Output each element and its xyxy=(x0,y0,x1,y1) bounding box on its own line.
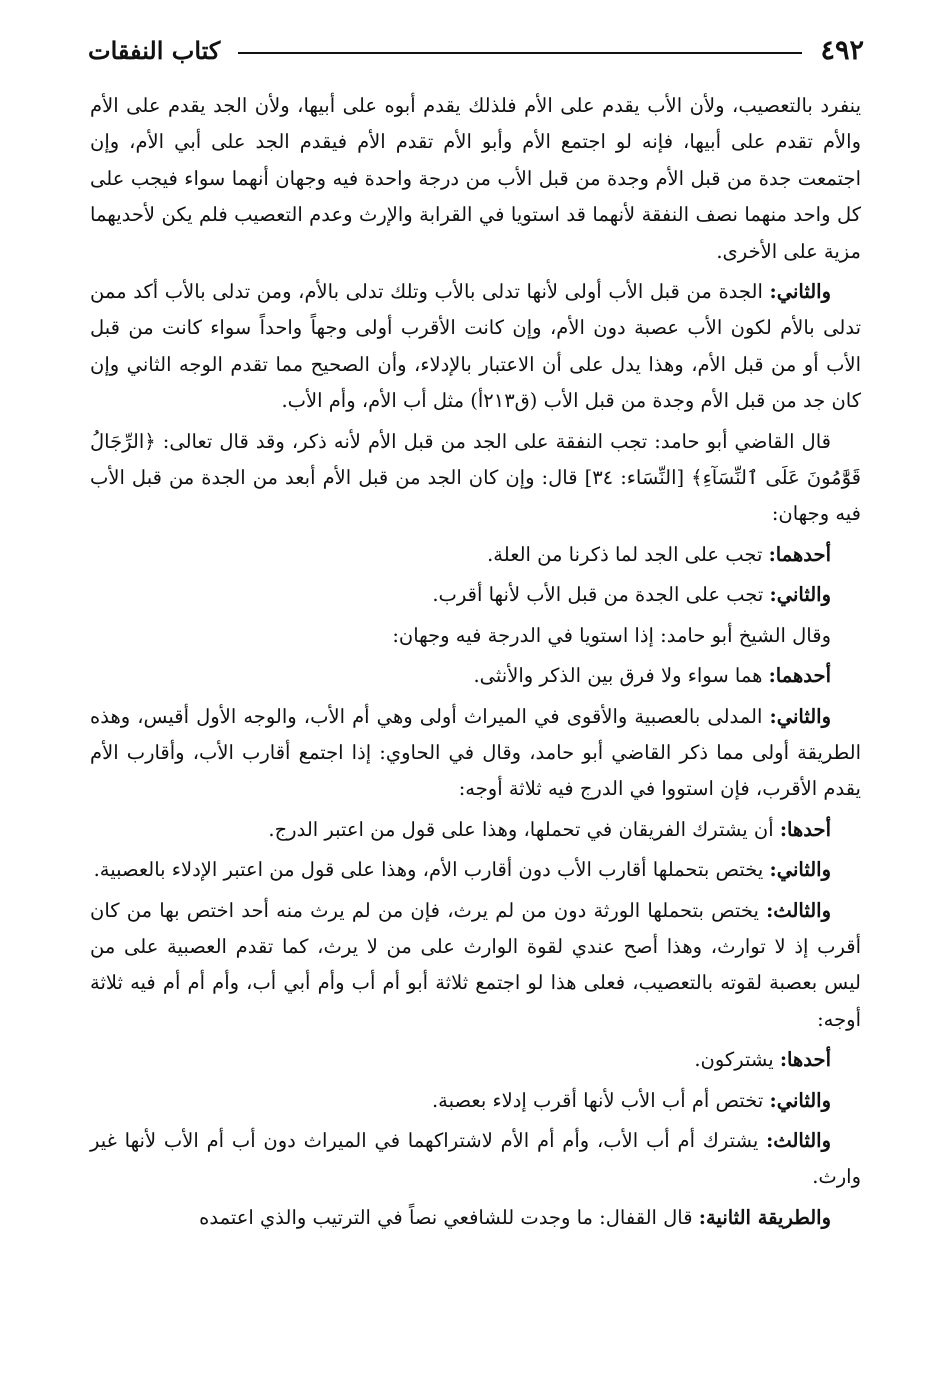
paragraph-text: يختص بتحملها أقارب الأب دون أقارب الأم، وهذا على قول من اعتبر الإدلاء بالعصبية. xyxy=(93,858,770,882)
paragraph-text: قال القاضي أبو حامد: تجب النفقة على الجد من قبل الأم لأنه ذكر، وقد قال تعالى: ﴿الرِّجَالُ قَوَّٰمُونَ عَلَى ٱلنِّسَآءِ﴾ [النِّسَاء: ٣٤] قال: وإن كان الجد من قبل الأم أبعد من الجدة من قبل الأب فيه وجهان: xyxy=(90,429,861,526)
paragraph xyxy=(90,1042,861,1078)
paragraph-term: والثالث: xyxy=(766,1128,831,1152)
paragraph-text: يشتركون. xyxy=(694,1048,780,1072)
paragraph xyxy=(90,618,861,654)
paragraph-text: يختص بتحملها الورثة دون من لم يرث، فإن من لم يرث منه أحد اختص بها من كان أقرب إذ لا توارث، وهذا أصح عندي لقوة الوارث على من لا يرث، كما تقدم العصبية على من ليس بعصبة لقوته بالتعصيب، فعلى هذا لو اجتمع ثلاثة أبو أم أب وأم أبي أب، وأم أم أم فيه ثلاثة أوجه: xyxy=(90,898,861,1031)
paragraph-text: وقال الشيخ أبو حامد: إذا استويا في الدرجة فيه وجهان: xyxy=(392,623,831,647)
paragraph-text: تجب على الجدة من قبل الأب لأنها أقرب. xyxy=(432,583,770,607)
paragraph xyxy=(90,852,861,888)
paragraph xyxy=(90,1200,861,1236)
paragraph-text: يشترك أم أب الأب، وأم أم الأم لاشتراكهما في الميراث دون أب أم الأب لأنها غير وارث. xyxy=(90,1128,861,1189)
paragraph-text: الجدة من قبل الأب أولى لأنها تدلى بالأب وتلك تدلى بالأم، ومن تدلى بالأب أكد ممن تدلى بالأم لكون الأب عصبة دون الأم، وإن كانت الأقرب أولى وجهاً واحداً سواء كانت من قبل الأب أو من قبل الأم، وهذا يدل على أن الاعتبار بالإدلاء، وأن الصحيح مما تقدم الوجه الثاني وإن كان جد من قبل الأم وجدة من قبل الأب (ق٢١٣أ) مثل أب الأم، وأم الأب. xyxy=(90,280,861,413)
paragraph xyxy=(90,1083,861,1119)
paragraph-text: هما سواء ولا فرق بين الذكر والأنثى. xyxy=(473,664,769,688)
page-header xyxy=(88,30,864,70)
paragraph-text: المدلى بالعصبية والأقوى في الميراث أولى وهي أم الأب، والوجه الأول أقيس، وهذه الطريقة أولى مما ذكر القاضي أبو حامد، وقال في الحاوي: إذا اجتمع أقارب الأب، وأقارب الأم يقدم الأقرب، فإن استووا في الدرج فيه ثلاثة أوجه: xyxy=(90,704,861,801)
paragraph-term: أحدهما: xyxy=(768,542,831,566)
paragraph-term: أحدها: xyxy=(779,817,831,841)
paragraph-term: والثاني: xyxy=(769,858,831,882)
paragraph xyxy=(90,1123,861,1196)
paragraph xyxy=(90,424,861,533)
paragraph-text: تختص أم أب الأب لأنها أقرب إدلاء بعصبة. xyxy=(431,1088,770,1112)
paragraph-text: تجب على الجد لما ذكرنا من العلة. xyxy=(487,542,769,566)
paragraph xyxy=(90,88,861,270)
paragraph xyxy=(90,274,861,420)
paragraph-text: ينفرد بالتعصيب، ولأن الأب يقدم على الأم فلذلك يقدم أبوه على أبيها، ولأن الجد يقدم على الأم والأم تقدم على أبيها، فإنه لو اجتمع الأم وأبو الأم تقدم الأم فيقدم الجد على أبي الأم، وإن اجتمعت جدة من قبل الأم وجدة من قبل الأب من درجة واحدة فيه وجهان أنهما سواء فيجب على كل واحد منهما نصف النفقة لأنهما قد استويا في القرابة والإرث وعدم التعصيب فلم يكن لأحديهما مزية على الأخرى. xyxy=(90,94,861,263)
paragraph-term: والثاني: xyxy=(769,704,831,728)
paragraph-term: والطريقة الثانية: xyxy=(698,1205,831,1229)
header-rule xyxy=(238,52,802,54)
paragraph xyxy=(90,537,861,573)
paragraph-term: أحدهما: xyxy=(768,664,831,688)
paragraph-text: أن يشترك الفريقان في تحملها، وهذا على قول من اعتبر الدرج. xyxy=(268,817,780,841)
page-body xyxy=(90,88,861,1236)
paragraph xyxy=(90,893,861,1039)
paragraph xyxy=(90,577,861,613)
paragraph-term: والثالث: xyxy=(766,898,831,922)
paragraph xyxy=(90,658,861,694)
book-title: كتاب النفقات xyxy=(88,35,221,65)
paragraph xyxy=(90,812,861,848)
page-number: ٤٩٢ xyxy=(820,34,864,66)
paragraph-text: قال القفال: ما وجدت للشافعي نصاً في الترتيب والذي اعتمده xyxy=(199,1205,699,1229)
paragraph-term: والثاني: xyxy=(769,1088,831,1112)
paragraph xyxy=(90,699,861,808)
paragraph-term: أحدها: xyxy=(779,1048,831,1072)
paragraph-term: والثاني: xyxy=(769,280,831,304)
paragraph-term: والثاني: xyxy=(769,583,831,607)
